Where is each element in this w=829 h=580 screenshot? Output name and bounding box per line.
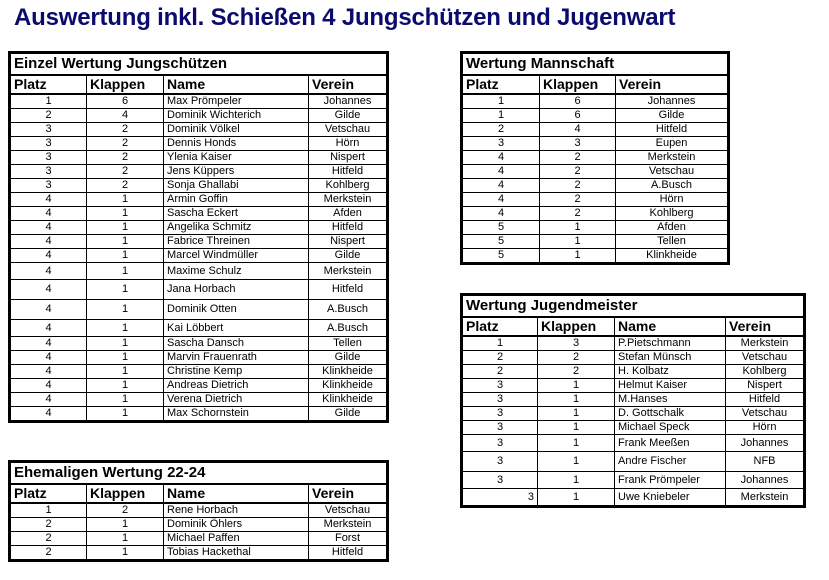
table-row bbox=[10, 518, 388, 532]
table-cell: Marvin Frauenrath bbox=[164, 351, 309, 365]
table-row bbox=[10, 94, 388, 109]
table-cell: 4 bbox=[10, 280, 87, 300]
table-row bbox=[10, 109, 388, 123]
table-cell: 3 bbox=[10, 179, 87, 193]
table-cell: 4 bbox=[462, 165, 540, 179]
column-header: Name bbox=[164, 484, 309, 503]
table-cell: 1 bbox=[87, 221, 164, 235]
einzel-wertung-table bbox=[8, 51, 389, 423]
table-cell: 4 bbox=[10, 193, 87, 207]
table-row bbox=[10, 151, 388, 165]
table-cell: Kohlberg bbox=[726, 365, 805, 379]
table-row bbox=[462, 365, 805, 379]
table-row bbox=[462, 94, 729, 109]
table-cell: Armin Goffin bbox=[164, 193, 309, 207]
table-cell: 3 bbox=[462, 421, 538, 435]
table-cell: Frank Prömpeler bbox=[615, 472, 726, 489]
table-row bbox=[10, 193, 388, 207]
table-cell: 3 bbox=[10, 165, 87, 179]
table-cell: 2 bbox=[538, 351, 615, 365]
table-cell: 1 bbox=[87, 518, 164, 532]
table-cell: Vetschau bbox=[309, 503, 388, 518]
column-header: Platz bbox=[462, 75, 540, 94]
table-cell: 3 bbox=[462, 489, 538, 507]
table-row bbox=[10, 207, 388, 221]
table-cell: NFB bbox=[726, 452, 805, 472]
table-cell: Merkstein bbox=[309, 263, 388, 280]
table-cell: Angelika Schmitz bbox=[164, 221, 309, 235]
table-cell: 2 bbox=[87, 165, 164, 179]
table-row bbox=[10, 235, 388, 249]
table-cell: Helmut Kaiser bbox=[615, 379, 726, 393]
table-row bbox=[462, 249, 729, 264]
table-cell: 1 bbox=[538, 393, 615, 407]
table-cell: 3 bbox=[538, 336, 615, 351]
table-row bbox=[462, 421, 805, 435]
column-header: Name bbox=[615, 317, 726, 336]
table-cell: 4 bbox=[10, 221, 87, 235]
table-cell: 1 bbox=[462, 109, 540, 123]
table-cell: 6 bbox=[540, 109, 616, 123]
table-cell: 2 bbox=[540, 207, 616, 221]
table-row bbox=[10, 249, 388, 263]
table-cell: Hitfeld bbox=[309, 165, 388, 179]
table-cell: 5 bbox=[462, 249, 540, 264]
table-cell: Merkstein bbox=[616, 151, 729, 165]
table-row bbox=[462, 193, 729, 207]
table-cell: Dennis Honds bbox=[164, 137, 309, 151]
table-row bbox=[462, 123, 729, 137]
table-cell: 5 bbox=[462, 235, 540, 249]
table-cell: Johannes bbox=[309, 94, 388, 109]
table-cell: Merkstein bbox=[309, 518, 388, 532]
table-cell: Gilde bbox=[309, 249, 388, 263]
table-cell: 3 bbox=[462, 452, 538, 472]
table-cell: Klinkheide bbox=[309, 379, 388, 393]
table-row bbox=[462, 452, 805, 472]
table-cell: A.Busch bbox=[309, 320, 388, 337]
table-row bbox=[462, 165, 729, 179]
table-row bbox=[462, 151, 729, 165]
table-cell: 3 bbox=[462, 379, 538, 393]
column-header: Klappen bbox=[538, 317, 615, 336]
table-cell: 2 bbox=[538, 365, 615, 379]
table-cell: D. Gottschalk bbox=[615, 407, 726, 421]
table-cell: 1 bbox=[87, 365, 164, 379]
table-cell: 2 bbox=[462, 365, 538, 379]
table-cell: Vetschau bbox=[309, 123, 388, 137]
table-cell: Hörn bbox=[726, 421, 805, 435]
table-cell: Klinkheide bbox=[616, 249, 729, 264]
table-cell: 1 bbox=[87, 263, 164, 280]
table-cell: 4 bbox=[462, 207, 540, 221]
table-cell: 1 bbox=[87, 351, 164, 365]
table-cell: Dominik Öhlers bbox=[164, 518, 309, 532]
table-row bbox=[10, 300, 388, 320]
table-cell: 2 bbox=[10, 518, 87, 532]
table-cell: Jana Horbach bbox=[164, 280, 309, 300]
table-cell: Marcel Windmüller bbox=[164, 249, 309, 263]
table-cell: Fabrice Threinen bbox=[164, 235, 309, 249]
table-cell: Maxime Schulz bbox=[164, 263, 309, 280]
table-cell: A.Busch bbox=[309, 300, 388, 320]
table-cell: 1 bbox=[87, 532, 164, 546]
table-caption: Wertung Jugendmeister bbox=[462, 295, 805, 318]
table-cell: 2 bbox=[462, 351, 538, 365]
table-cell: Hitfeld bbox=[309, 221, 388, 235]
table-cell: 2 bbox=[540, 179, 616, 193]
table-cell: Afden bbox=[309, 207, 388, 221]
column-header: Platz bbox=[10, 484, 87, 503]
table-cell: Ylenia Kaiser bbox=[164, 151, 309, 165]
table-row bbox=[10, 393, 388, 407]
table-row bbox=[10, 365, 388, 379]
column-header: Verein bbox=[616, 75, 729, 94]
table-cell: Frank Meeßen bbox=[615, 435, 726, 452]
table-cell: Sascha Dansch bbox=[164, 337, 309, 351]
table-cell: Klinkheide bbox=[309, 393, 388, 407]
table-cell: 4 bbox=[10, 393, 87, 407]
table-cell: Rene Horbach bbox=[164, 503, 309, 518]
table-cell: 4 bbox=[87, 109, 164, 123]
table-cell: Dominik Otten bbox=[164, 300, 309, 320]
table-row bbox=[10, 179, 388, 193]
table-cell: 2 bbox=[462, 123, 540, 137]
table-cell: 4 bbox=[540, 123, 616, 137]
table-cell: Gilde bbox=[309, 109, 388, 123]
page-title: Auswertung inkl. Schießen 4 Jungschützen und Jugenwart bbox=[14, 4, 676, 31]
table-cell: 3 bbox=[462, 435, 538, 452]
table-cell: P.Pietschmann bbox=[615, 336, 726, 351]
table-cell: Gilde bbox=[309, 351, 388, 365]
table-cell: 3 bbox=[10, 123, 87, 137]
table-cell: Tobias Hackethal bbox=[164, 546, 309, 561]
table-row bbox=[10, 379, 388, 393]
table-cell: 3 bbox=[10, 137, 87, 151]
table-cell: 1 bbox=[538, 407, 615, 421]
table-caption: Wertung Mannschaft bbox=[462, 53, 729, 76]
table-row bbox=[462, 393, 805, 407]
table-cell: 4 bbox=[462, 193, 540, 207]
table-cell: Hitfeld bbox=[726, 393, 805, 407]
table-cell: 6 bbox=[87, 94, 164, 109]
table-cell: Tellen bbox=[616, 235, 729, 249]
table-row bbox=[462, 336, 805, 351]
table-cell: Christine Kemp bbox=[164, 365, 309, 379]
table-cell: 4 bbox=[10, 365, 87, 379]
column-header: Platz bbox=[10, 75, 87, 94]
table-cell: 3 bbox=[462, 137, 540, 151]
table-cell: Kai Löbbert bbox=[164, 320, 309, 337]
table-row bbox=[10, 263, 388, 280]
table-cell: Andre Fischer bbox=[615, 452, 726, 472]
table-row bbox=[462, 472, 805, 489]
table-cell: 4 bbox=[10, 235, 87, 249]
table-cell: 2 bbox=[10, 109, 87, 123]
table-cell: Nispert bbox=[726, 379, 805, 393]
table-cell: Verena Dietrich bbox=[164, 393, 309, 407]
table-cell: 2 bbox=[540, 151, 616, 165]
table-cell: 4 bbox=[10, 337, 87, 351]
table-cell: Vetschau bbox=[726, 351, 805, 365]
table-cell: 4 bbox=[10, 320, 87, 337]
table-cell: Hitfeld bbox=[616, 123, 729, 137]
column-header: Klappen bbox=[87, 75, 164, 94]
table-cell: 2 bbox=[87, 137, 164, 151]
table-cell: Jens Küppers bbox=[164, 165, 309, 179]
table-cell: 1 bbox=[87, 393, 164, 407]
table-cell: Sascha Eckert bbox=[164, 207, 309, 221]
table-caption: Einzel Wertung Jungschützen bbox=[10, 53, 388, 76]
table-cell: Hitfeld bbox=[309, 280, 388, 300]
table-cell: Forst bbox=[309, 532, 388, 546]
table-cell: 4 bbox=[462, 151, 540, 165]
table-cell: 1 bbox=[87, 379, 164, 393]
table-cell: 1 bbox=[462, 336, 538, 351]
table-cell: 1 bbox=[87, 407, 164, 422]
table-cell: 2 bbox=[87, 151, 164, 165]
table-cell: 1 bbox=[87, 249, 164, 263]
table-row bbox=[10, 280, 388, 300]
table-cell: 5 bbox=[462, 221, 540, 235]
table-cell: 1 bbox=[87, 207, 164, 221]
table-cell: 1 bbox=[538, 489, 615, 507]
table-cell: 1 bbox=[10, 503, 87, 518]
table-row bbox=[10, 546, 388, 561]
table-cell: 1 bbox=[538, 472, 615, 489]
table-row bbox=[462, 351, 805, 365]
table-cell: Vetschau bbox=[616, 165, 729, 179]
table-caption: Ehemaligen Wertung 22-24 bbox=[10, 462, 388, 485]
table-row bbox=[10, 407, 388, 422]
table-cell: Merkstein bbox=[726, 336, 805, 351]
column-header: Klappen bbox=[87, 484, 164, 503]
table-row bbox=[10, 337, 388, 351]
column-header: Verein bbox=[309, 484, 388, 503]
table-cell: Hitfeld bbox=[309, 546, 388, 561]
table-cell: Eupen bbox=[616, 137, 729, 151]
table-row bbox=[10, 165, 388, 179]
table-cell: Johannes bbox=[726, 472, 805, 489]
table-cell: Gilde bbox=[309, 407, 388, 422]
table-cell: H. Kolbatz bbox=[615, 365, 726, 379]
table-cell: Andreas Dietrich bbox=[164, 379, 309, 393]
table-cell: Merkstein bbox=[726, 489, 805, 507]
table-cell: Nispert bbox=[309, 151, 388, 165]
table-cell: Vetschau bbox=[726, 407, 805, 421]
table-cell: 1 bbox=[538, 435, 615, 452]
table-cell: Max Prömpeler bbox=[164, 94, 309, 109]
table-cell: 2 bbox=[540, 193, 616, 207]
table-cell: Hörn bbox=[309, 137, 388, 151]
table-cell: 1 bbox=[10, 94, 87, 109]
ehemaligen-wertung-table bbox=[8, 460, 389, 562]
table-cell: 1 bbox=[87, 337, 164, 351]
table-row bbox=[10, 351, 388, 365]
table-cell: 2 bbox=[10, 546, 87, 561]
table-row bbox=[462, 407, 805, 421]
table-row bbox=[10, 503, 388, 518]
column-header: Name bbox=[164, 75, 309, 94]
table-row bbox=[10, 320, 388, 337]
table-row bbox=[10, 137, 388, 151]
column-header: Verein bbox=[726, 317, 805, 336]
table-row bbox=[462, 109, 729, 123]
table-cell: 1 bbox=[87, 300, 164, 320]
table-cell: 1 bbox=[87, 320, 164, 337]
table-cell: 1 bbox=[540, 249, 616, 264]
table-cell: Max Schornstein bbox=[164, 407, 309, 422]
table-cell: Klinkheide bbox=[309, 365, 388, 379]
table-cell: Kohlberg bbox=[309, 179, 388, 193]
table-cell: Merkstein bbox=[309, 193, 388, 207]
table-row bbox=[462, 489, 805, 507]
table-cell: Sonja Ghallabi bbox=[164, 179, 309, 193]
table-row bbox=[462, 221, 729, 235]
table-cell: 6 bbox=[540, 94, 616, 109]
table-row bbox=[10, 221, 388, 235]
table-cell: 2 bbox=[87, 503, 164, 518]
table-cell: 3 bbox=[540, 137, 616, 151]
jugendmeister-wertung-table bbox=[460, 293, 806, 508]
mannschaft-wertung-table bbox=[460, 51, 730, 265]
table-row bbox=[462, 207, 729, 221]
table-cell: Dominik Wichterich bbox=[164, 109, 309, 123]
table-row bbox=[462, 379, 805, 393]
table-cell: 2 bbox=[10, 532, 87, 546]
table-cell: Uwe Kniebeler bbox=[615, 489, 726, 507]
table-cell: Michael Paffen bbox=[164, 532, 309, 546]
table-cell: 1 bbox=[540, 221, 616, 235]
table-cell: 4 bbox=[10, 249, 87, 263]
table-cell: 1 bbox=[538, 421, 615, 435]
table-cell: 1 bbox=[87, 546, 164, 561]
table-cell: A.Busch bbox=[616, 179, 729, 193]
table-cell: 1 bbox=[538, 452, 615, 472]
table-cell: 3 bbox=[462, 393, 538, 407]
table-row bbox=[10, 532, 388, 546]
column-header: Platz bbox=[462, 317, 538, 336]
table-cell: 1 bbox=[540, 235, 616, 249]
table-cell: 4 bbox=[10, 379, 87, 393]
table-cell: 4 bbox=[462, 179, 540, 193]
table-cell: Kohlberg bbox=[616, 207, 729, 221]
table-cell: 1 bbox=[87, 280, 164, 300]
table-row bbox=[462, 137, 729, 151]
table-row bbox=[462, 179, 729, 193]
table-cell: M.Hanses bbox=[615, 393, 726, 407]
table-cell: 3 bbox=[462, 407, 538, 421]
table-cell: 1 bbox=[87, 193, 164, 207]
table-cell: Tellen bbox=[309, 337, 388, 351]
table-cell: 4 bbox=[10, 407, 87, 422]
table-row bbox=[10, 123, 388, 137]
column-header: Verein bbox=[309, 75, 388, 94]
table-cell: 1 bbox=[87, 235, 164, 249]
table-cell: Michael Speck bbox=[615, 421, 726, 435]
table-cell: 1 bbox=[462, 94, 540, 109]
column-header: Klappen bbox=[540, 75, 616, 94]
table-cell: Johannes bbox=[726, 435, 805, 452]
table-cell: 2 bbox=[87, 179, 164, 193]
table-cell: Nispert bbox=[309, 235, 388, 249]
table-cell: 2 bbox=[540, 165, 616, 179]
table-cell: Gilde bbox=[616, 109, 729, 123]
table-cell: Dominik Völkel bbox=[164, 123, 309, 137]
table-row bbox=[462, 235, 729, 249]
table-cell: 4 bbox=[10, 207, 87, 221]
table-cell: 3 bbox=[462, 472, 538, 489]
table-row bbox=[462, 435, 805, 452]
table-cell: Johannes bbox=[616, 94, 729, 109]
table-cell: Afden bbox=[616, 221, 729, 235]
table-cell: 4 bbox=[10, 300, 87, 320]
table-cell: 2 bbox=[87, 123, 164, 137]
table-cell: 4 bbox=[10, 263, 87, 280]
table-cell: Hörn bbox=[616, 193, 729, 207]
table-cell: 4 bbox=[10, 351, 87, 365]
table-cell: 3 bbox=[10, 151, 87, 165]
table-cell: 1 bbox=[538, 379, 615, 393]
table-cell: Stefan Münsch bbox=[615, 351, 726, 365]
